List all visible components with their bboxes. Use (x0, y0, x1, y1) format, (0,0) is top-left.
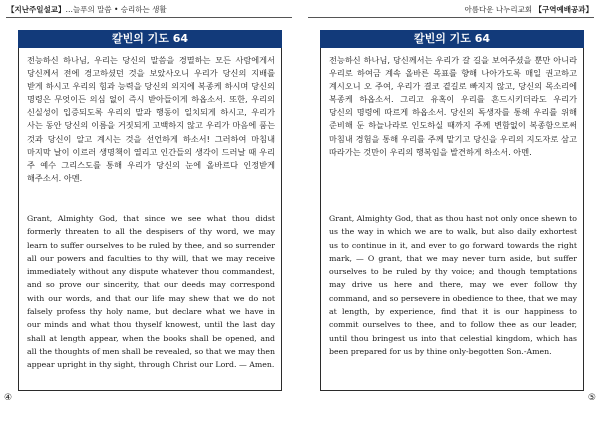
left-header (7, 5, 167, 15)
right-prayer-title: 칼빈의 기도 64 (320, 30, 584, 48)
left-korean-prayer: 전능하신 하나님, 우리는 당신의 말씀을 경멸하는 모든 사람에게서 당신께서 전에 경고하셨던 것을 보았사오니 우리가 당신의 지배를 받게 하시고 우리의 힘과 능력을 당신의 의지에 복종케 하시며 당신의 명령은 무엇이든 의심 없이 즉시 받아들이게 하옵소서. 또한, 우리의 신실성이 입증되도록 우리의 말과 행동이 일치되게 하시고, 우리가 사는 동안 당신의 이름을 거짓되게 고백하지 않고 우리가 마음에 품는 것과 당신이 알고 계시는 것을 선언하게 하소서! 그러하여 마침내 마지막 날이 이르러 생명책이 열리고 인간들의 생각이 드러날 때 우리 주 예수 그리스도를 통해 우리가 당신의 눈에 올바르다 인정받게 해주소서. 아멘. (27, 55, 275, 183)
right-page-number: ⑤ (587, 393, 596, 403)
left-header-subtitle: …늘푸의 말씀 • 승리하는 생활 (65, 5, 167, 14)
right-page (300, 0, 600, 424)
left-page-number: ④ (4, 393, 13, 403)
right-header-rule (308, 17, 594, 18)
right-korean-prayer: 전능하신 하나님, 당신께서는 우리가 갈 길을 보여주셨을 뿐만 아니라 우리로 하여금 계속 올바른 목표를 향해 나아가도록 매일 권고하고 계시오니 오 주여, 우리가 결코 곁길로 빠지지 않고, 당신의 목소리에 복종케 하옵소서. 그리고 유혹이 우리를 흔드시키더라도 우리가 당신의 명령에 따르게 하옵소서. 당신의 독생자를 통해 우리를 위해 준비해 둔 하늘나라로 인도하실 때까지 주께 변함없이 복종함으로써 마침내 경험을 통해 우리를 주께 맡기고 당신을 우리의 지도자로 삼고 따라가는 것만이 우리의 행복임을 발견하게 하소서. 아멘. (329, 55, 577, 157)
right-header-church: 아름다운 나누리교회 (464, 5, 533, 14)
left-prayer-box (18, 48, 282, 391)
right-header (465, 5, 593, 15)
right-header-series: 【구역예배공과】 (534, 5, 593, 14)
right-english-prayer: Grant, Almighty God, that as thou hast not only once shewn to us the way in which we are to walk, but also daily exhortest us to continue in it, and ever to go forward towards the right mark, — O grant, that we may never turn aside, but suffer ourselves to be ruled by thy voice; and though temptations may drive us here and there, may we ever follow thy command, and so persevere in obedience to thee, that we may at length, by experience, find that it is our happiness to commit ourselves to thee, and to follow thee as our leader, until thou bringest us into that celestial kingdom, which has been prepared for us by thine only-begotten Son.-Amen. (329, 214, 577, 356)
left-header-rule (6, 17, 292, 18)
left-prayer-title: 칼빈의 기도 64 (18, 30, 282, 48)
left-english-prayer: Grant, Almighty God, that since we see what thou didst formerly threaten to all the despisers of thy word, we may learn to suffer ourselves to be ruled by thee, and so surrender all our powers and faculties to thy will, that we may receive immediately without any dispute whatever thou commandest, and so prove our sincerity, that our deeds may correspond with our words, and that our life may shew that we do not falsely profess thy holy name, but declare what we have in our minds and what thou thyself knowest, until the last day shall at length appear, when the books shall be opened, and all the thoughts of men shall be revealed, so that we may then appear upright in thy sight, through Christ our Lord. — Amen. (27, 214, 275, 370)
right-prayer-box (320, 48, 584, 391)
left-header-series: 【지난주일설교】 (7, 5, 66, 14)
